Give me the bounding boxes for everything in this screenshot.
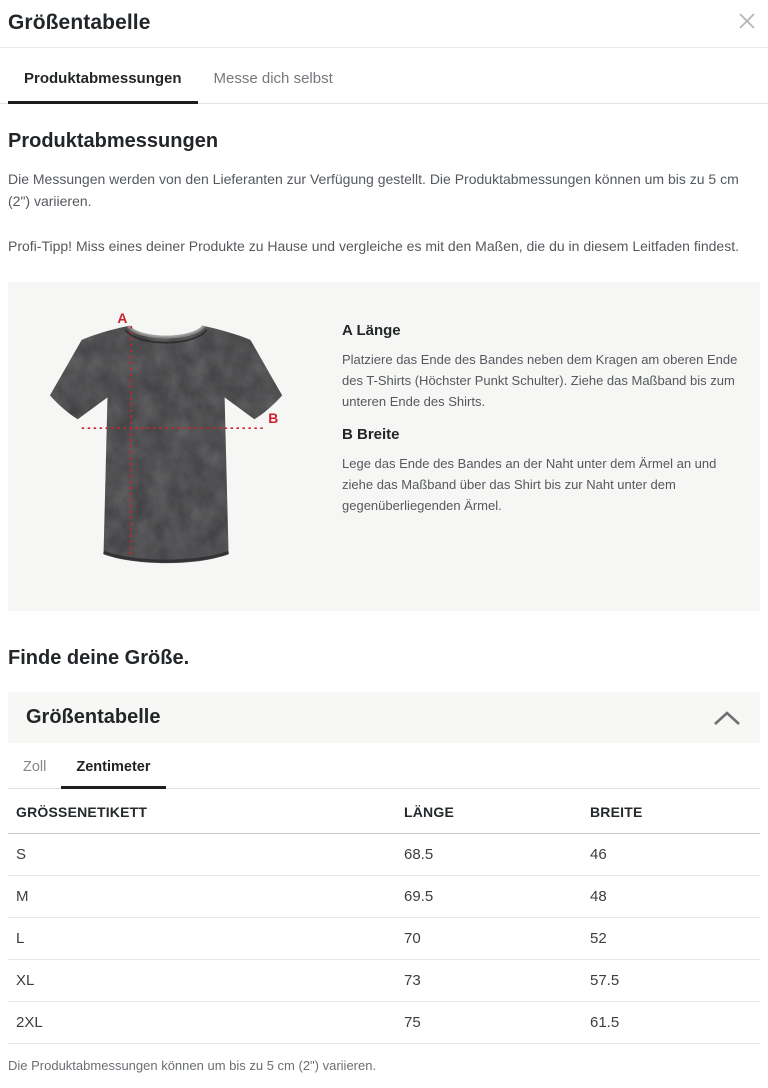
table-row [8,918,760,960]
cell-width: 52 [582,918,760,960]
measurement-diagram-panel [8,282,760,611]
cell-size: 2XL [8,1002,396,1044]
marker-a-label: A [117,310,128,327]
cell-length: 69.5 [396,876,582,918]
intro-text: Die Messungen werden von den Lieferanten zur Verfügung gestellt. Die Produktabmessungen können um bis zu 5 cm (2") variieren. [8,171,739,209]
table-row [8,1002,760,1044]
length-title: A Länge [342,322,401,340]
cell-size: S [8,834,396,876]
cell-width: 57.5 [582,960,760,1002]
column-header-length: LÄNGE [396,789,582,834]
table-row [8,834,760,876]
accordion-title: Größentabelle [26,706,161,729]
main-tab-bar [0,48,768,104]
cell-length: 70 [396,918,582,960]
section-heading: Produktabmessungen [8,130,219,152]
column-header-size-label: GRÖSSENETIKETT [8,789,396,834]
cell-length: 75 [396,1002,582,1044]
close-icon [736,10,758,32]
tshirt-image [44,310,302,595]
size-table-header-row [8,789,760,834]
modal-content [0,130,768,1044]
cell-width: 46 [582,834,760,876]
chevron-up-icon[interactable] [712,710,742,726]
find-size-heading: Finde deine Größe. [8,647,190,670]
table-row [8,876,760,918]
column-header-width: BREITE [582,789,760,834]
cell-size: L [8,918,396,960]
cell-length: 68.5 [396,834,582,876]
width-title: B Breite [342,426,400,444]
modal-header [0,0,768,48]
length-instruction: Platziere das Ende des Bandes neben dem Kragen am oberen Ende des T-Shirts (Höchster Punkt Schulter). Ziehe das Maßband bis zum unteren Ende des Shirts. [342,352,738,410]
cell-size: M [8,876,396,918]
cell-size: XL [8,960,396,1002]
tab-produktabmessungen[interactable]: Produktabmessungen [8,70,198,104]
unit-tab-bar [8,759,760,789]
width-instruction: Lege das Ende des Bandes an der Naht unter dem Ärmel an und ziehe das Maßband über das Shirt bis zur Naht unter dem gegenüberliegenden Ärmel. [342,456,717,514]
tab-zoll[interactable]: Zoll [8,759,61,789]
cell-width: 61.5 [582,1002,760,1044]
cell-length: 73 [396,960,582,1002]
cell-width: 48 [582,876,760,918]
size-table [8,789,760,1044]
measurement-instructions [342,310,742,530]
modal-title: Größentabelle [8,11,151,34]
marker-b-label: B [268,410,279,427]
tab-messe-dich-selbst[interactable]: Messe dich selbst [198,70,349,104]
close-button[interactable] [732,6,762,36]
variance-footnote: Die Produktabmessungen können um bis zu 5 cm (2") variieren. [8,1058,377,1074]
table-row [8,960,760,1002]
pro-tip-text: Profi-Tipp! Miss eines deiner Produkte zu Hause und vergleiche es mit den Maßen, die du in diesem Leitfaden findest. [8,238,739,255]
tab-zentimeter[interactable]: Zentimeter [61,759,165,789]
size-chart-accordion-header[interactable] [8,692,760,743]
